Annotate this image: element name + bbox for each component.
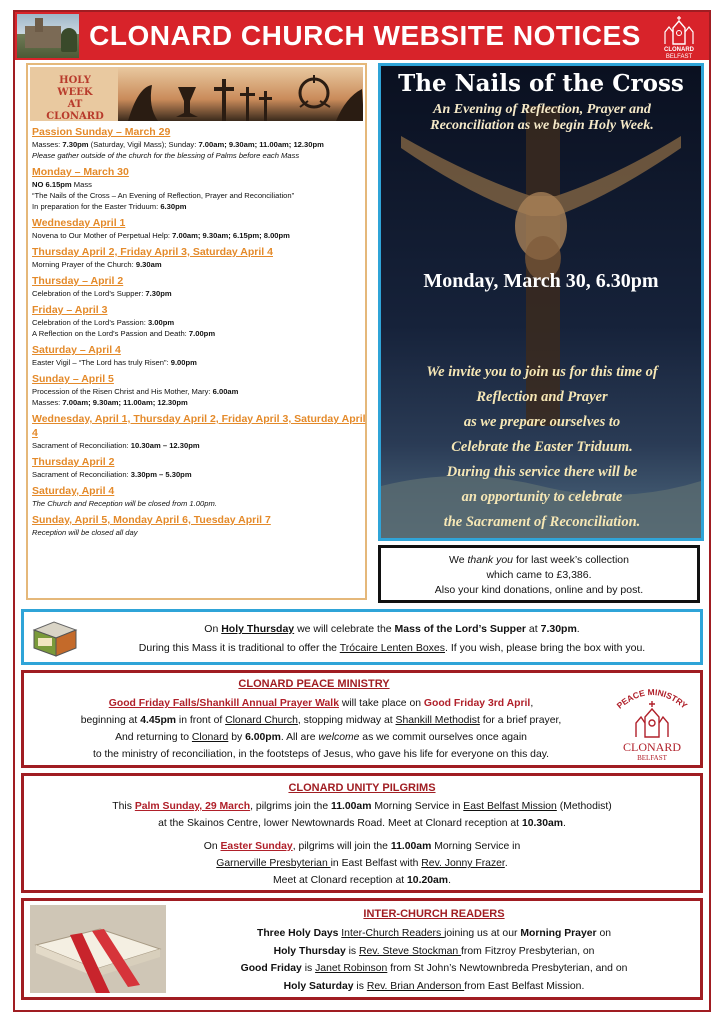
logo-top-text: PEACE MINISTRY [614,686,690,711]
text: 6.00am [212,387,239,396]
schedule-heading: Monday – March 30 [32,166,129,178]
text: Holy Thursday [273,945,346,957]
schedule-heading: Friday – April 3 [32,304,108,316]
text: Garnerville Presbyterian [216,858,331,869]
text: Novena to Our Mother of Perpetual Help: [32,231,173,240]
text: Good Friday [240,963,302,974]
logo-name: CLONARD [622,740,682,754]
text: to the ministry of reconciliation, in the footsteps of Jesus, who gave his life for everyone on this day. [92,749,550,760]
text: NO [32,180,46,189]
text: , pilgrims join the [250,801,331,812]
poster-subtitle-line1: An Evening of Reflection, Prayer and [433,102,651,117]
invite-line: During this service there will be [446,464,638,480]
text: Rev. Brian Anderson [366,980,465,992]
text: 7.30pm [62,140,89,149]
text: 3.30pm – 5.30pm [130,470,192,479]
text: Reception will be closed all day [32,528,138,537]
peace-ministry-section [21,670,703,768]
text: Clonard [191,732,229,743]
logo-sub: BELFAST [637,754,667,762]
schedule-item [32,274,367,299]
text: 9.00pm [170,358,197,367]
invite-line: Reflection and Prayer [476,389,608,405]
text: . [576,623,580,635]
text: as we commit ourselves once again [359,732,527,743]
text: thank you [467,554,514,566]
text: by [228,732,246,743]
text: at the Skainos Centre, lower Newtownards Road. Meet at Clonard reception at [158,818,522,829]
text: 7.00am; 9.30am; 11.00am; 12.30pm [198,140,324,149]
text: Rev. Jonny Frazer [421,858,505,869]
collection-thanks [378,545,700,603]
text: Masses: [32,140,63,149]
text: we will celebrate the [294,623,395,635]
poster-subtitle [387,102,697,134]
invite-line: the Sacrament of Reconciliation. [443,514,641,530]
section-title: CLONARD UNITY PILGRIMS [288,782,436,794]
poster-subtitle-line2: Reconciliation as we begin Holy Week. [430,118,654,133]
text: Three Holy Days [256,928,342,939]
schedule-heading: Thursday – April 2 [32,275,124,287]
text: Celebration of the Lord’s Supper: [32,289,146,298]
text: for a brief prayer, [479,715,562,726]
text: During this Mass it is traditional to offer the [138,642,340,654]
text: Morning Service in [431,841,521,852]
header-banner [15,12,709,60]
text: A Reflection on the Lord’s Passion and Death: [32,329,189,338]
text: On [204,623,222,635]
text: Holy Thursday [221,623,295,635]
text: “The Nails of the Cross – An Evening of Reflection, Prayer and Reconciliation” [32,191,295,200]
schedule-heading: Thursday April 2 [32,456,115,468]
text: Inter-Church Readers [341,928,445,939]
text: Trócaire Lenten Boxes [339,642,446,654]
text: 7.00pm [188,329,216,338]
text: . If you wish, please bring the box with you. [445,642,646,654]
schedule-line [32,397,367,408]
text: Procession of the Risen Christ and His Mother, Mary: [32,387,213,396]
text: , [530,698,534,709]
text: And returning to [115,732,192,743]
text: . [504,858,508,869]
text: Easter Sunday [220,841,293,852]
text: (Methodist) [556,801,612,812]
poster-invitation [387,360,697,535]
text: at [526,623,541,635]
text: Easter Vigil – “The Lord has truly Risen”: [32,358,171,367]
text: is [345,945,360,957]
schedule-heading: Saturday – April 4 [32,344,121,356]
text: welcome [318,732,360,743]
text: Good Friday 3rd April [423,698,531,709]
schedule-line [32,288,367,299]
text: 7.00am; 9.30am; 11.00am; 12.30pm [62,398,188,407]
schedule-item [32,125,367,161]
schedule-line [32,139,367,150]
holy-week-banner [30,67,363,121]
schedule-line [32,469,367,480]
text: Mass of the Lord’s Supper [394,623,527,635]
text: , stopping midway at [297,715,396,726]
text: 6.30pm [160,202,187,211]
text: in front of [176,715,226,726]
logo-sub: BELFAST [665,54,693,60]
holy-week-schedule [32,125,367,542]
text: Holy Saturday [283,980,354,992]
church-icon [636,701,668,737]
schedule-item [32,513,367,538]
text: Clonard Church [225,715,298,726]
collection-amount: which came to £3,386. [486,569,592,581]
text: 11.00am [390,841,432,852]
invite-line: an opportunity to celebrate [461,489,623,505]
text: 10.20am [407,875,449,886]
peace-ministry-logo [612,679,692,763]
text: , pilgrims will join the [292,841,391,852]
text: 7.30pm [145,289,172,298]
schedule-line [32,179,367,190]
text: Rev. Steve Stockman [359,945,462,957]
trocaire-box-icon [30,616,80,658]
schedule-line [32,328,367,339]
text: Morning Prayer of the Church: [32,260,136,269]
text: from St John’s Newtownbreda Presbyterian, and on [387,963,628,974]
schedule-heading: Thursday April 2, Friday April 3, Saturday April 4 [32,246,273,258]
text: beginning at [80,715,141,726]
schedule-heading: Passion Sunday – March 29 [32,126,171,138]
text: Sacrament of Reconciliation: [32,470,131,479]
text: 9.30am [135,260,162,269]
clonard-logo [657,14,701,58]
text: 4.45pm [140,715,177,726]
text: Palm Sunday, 29 March [134,801,251,812]
text: will take place on [338,698,424,709]
text: Morning Service in [371,801,464,812]
text: 10.30am [521,818,563,829]
text: 10.30am – 12.30pm [130,441,200,450]
page-title: CLONARD CHURCH WEBSITE NOTICES [89,20,641,51]
text: from East Belfast Mission. [464,980,585,992]
banner-line1: HOLY WEEK [57,75,93,98]
church-icon [657,14,701,46]
section-title: CLONARD PEACE MINISTRY [238,678,390,690]
text: We [449,554,468,566]
schedule-item [32,303,367,339]
text: (Saturday, Vigil Mass); Sunday: [88,140,199,149]
schedule-item [32,343,367,368]
schedule-line [32,190,367,201]
church-photo [17,14,79,58]
text: 7.30pm [540,623,577,635]
invite-line: We invite you to join us for this time of [426,364,658,380]
schedule-line [32,317,367,328]
schedule-item [32,216,367,241]
nails-of-the-cross-poster [378,63,704,541]
unity-pilgrims-section [21,773,703,893]
schedule-item [32,412,367,451]
text: Celebration of the Lord’s Passion: [32,318,148,327]
poster-date: Monday, March 30, 6.30pm [423,270,659,292]
text: 6.15pm [45,180,72,189]
text: joining us at our [444,928,521,939]
text: Morning Prayer [520,928,597,939]
text: Meet at Clonard reception at [273,875,408,886]
schedule-line [32,201,367,212]
schedule-line [32,150,367,161]
text: for last week’s collection [513,554,629,566]
schedule-heading: Wednesday, April 1, Thursday April 2, Friday April 3, Saturday April 4 [32,413,366,439]
schedule-line [32,259,367,270]
text: On [203,841,221,852]
text: from Fitzroy Presbyterian, on [461,945,595,957]
schedule-heading: Wednesday April 1 [32,217,126,229]
text: Shankill Methodist [395,715,480,726]
text: East Belfast Mission [463,801,557,812]
schedule-item [32,372,367,408]
text: Please gather outside of the church for the blessing of Palms before each Mass [32,151,300,160]
text: Mass [71,180,92,189]
banner-line2: AT CLONARD [46,99,104,121]
text: in East Belfast with [330,858,422,869]
text: The Church and Reception will be closed from 1.00pm. [32,499,217,508]
chalice-icon [176,87,198,117]
schedule-line [32,440,367,451]
lectionary-image [30,905,166,993]
text: Sacrament of Reconciliation: [32,441,131,450]
schedule-heading: Sunday – April 5 [32,373,114,385]
text: 6.00pm [245,732,281,743]
schedule-item [32,245,367,270]
text: Masses: [32,398,63,407]
text: 11.00am [331,801,372,812]
schedule-line [32,498,367,509]
schedule-line [32,386,367,397]
text: Good Friday Falls/Shankill Annual Prayer Walk [108,698,339,709]
schedule-line [32,230,367,241]
text: . All are [280,732,319,743]
logo-name: CLONARD [664,47,694,53]
text: . [563,818,566,829]
schedule-item [32,484,367,509]
invite-line: as we prepare ourselves to [463,414,621,430]
schedule-line [32,357,367,368]
schedule-item [32,165,367,212]
text: is [353,980,367,992]
text: In preparation for the Easter Triduum: [32,202,161,211]
palm-icon [128,85,158,121]
text: This [112,801,135,812]
text: 7.00am; 9.30am; 6.15pm; 8.00pm [172,231,290,240]
poster-title: The Nails of the Cross [398,70,684,97]
section-title: INTER-CHURCH READERS [363,908,505,920]
holy-thursday-notice [21,609,703,665]
invite-line: Celebrate the Easter Triduum. [451,439,633,455]
holy-week-panel [26,63,367,600]
schedule-item [32,455,367,480]
holy-week-silhouettes [118,67,363,121]
inter-church-readers-section [21,898,703,1000]
cross-icon [222,79,226,121]
schedule-heading: Saturday, April 4 [32,485,115,497]
text: is [301,963,316,974]
text: Also your kind donations, online and by post. [434,584,644,596]
text: Janet Robinson [315,963,388,974]
schedule-line [32,527,367,538]
text: . [448,875,451,886]
text: 3.00pm [147,318,175,327]
text: on [596,928,612,939]
schedule-heading: Sunday, April 5, Monday April 6, Tuesday April 7 [32,514,271,526]
